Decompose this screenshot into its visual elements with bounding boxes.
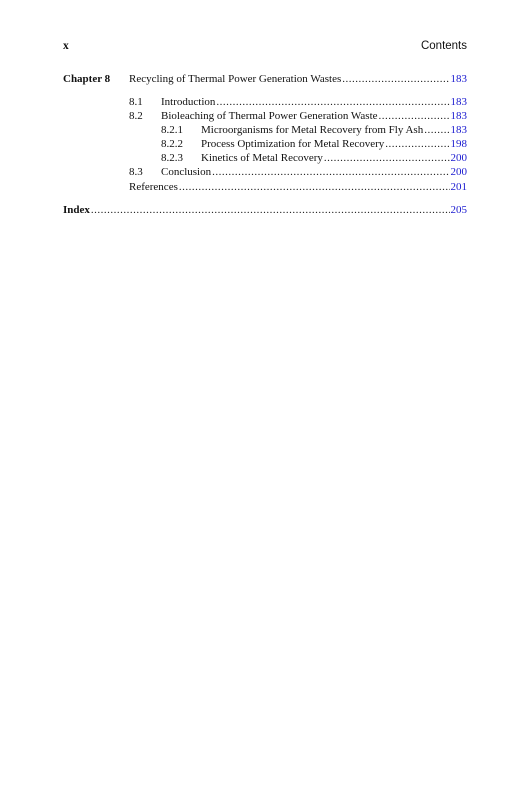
section-title: Bioleaching of Thermal Power Generation Waste [161, 110, 378, 122]
dot-leader [385, 138, 449, 151]
page-number[interactable]: 183 [450, 124, 467, 136]
dot-leader [212, 166, 449, 179]
page-number[interactable]: 183 [450, 110, 467, 122]
page-number[interactable]: 183 [450, 73, 467, 85]
toc-section-entry[interactable] [129, 166, 467, 179]
index-title: Index [63, 204, 90, 216]
dot-leader [91, 204, 450, 217]
chapter-title: Recycling of Thermal Power Generation Wastes [129, 73, 342, 85]
page-number[interactable]: 200 [450, 166, 467, 178]
section-number: 8.3 [129, 166, 143, 178]
toc-section-entry[interactable] [129, 110, 467, 123]
page-number[interactable]: 201 [450, 181, 467, 193]
dot-leader [342, 73, 449, 86]
subsection-title: Process Optimization for Metal Recovery [201, 138, 385, 150]
dot-leader [379, 110, 450, 123]
toc-subsection-entry[interactable] [161, 124, 467, 137]
toc-section-entry[interactable] [129, 96, 467, 109]
running-head-folio: x [63, 40, 69, 52]
section-number: 8.1 [129, 96, 143, 108]
chapter-label: Chapter 8 [63, 73, 111, 85]
page-number[interactable]: 205 [450, 204, 467, 216]
subsection-title: Microorganisms for Metal Recovery from Fly Ash [201, 124, 424, 136]
dot-leader [179, 181, 450, 194]
dot-leader [324, 152, 450, 165]
page-number[interactable]: 200 [450, 152, 467, 164]
subsection-number: 8.2.3 [161, 152, 183, 164]
running-head-title: Contents [420, 40, 467, 52]
toc-references-entry[interactable] [129, 181, 467, 194]
page-number[interactable]: 183 [450, 96, 467, 108]
section-title: References [129, 181, 178, 193]
dot-leader [424, 124, 449, 137]
page-number[interactable]: 198 [450, 138, 467, 150]
toc-subsection-entry[interactable] [161, 138, 467, 151]
dot-leader [216, 96, 449, 109]
section-title: Introduction [161, 96, 216, 108]
section-number: 8.2 [129, 110, 143, 122]
subsection-number: 8.2.2 [161, 138, 183, 150]
toc-index-entry[interactable] [63, 204, 467, 217]
toc-subsection-entry[interactable] [161, 152, 467, 165]
subsection-title: Kinetics of Metal Recovery [201, 152, 323, 164]
toc-chapter-entry[interactable] [63, 73, 467, 86]
subsection-number: 8.2.1 [161, 124, 183, 136]
section-title: Conclusion [161, 166, 212, 178]
